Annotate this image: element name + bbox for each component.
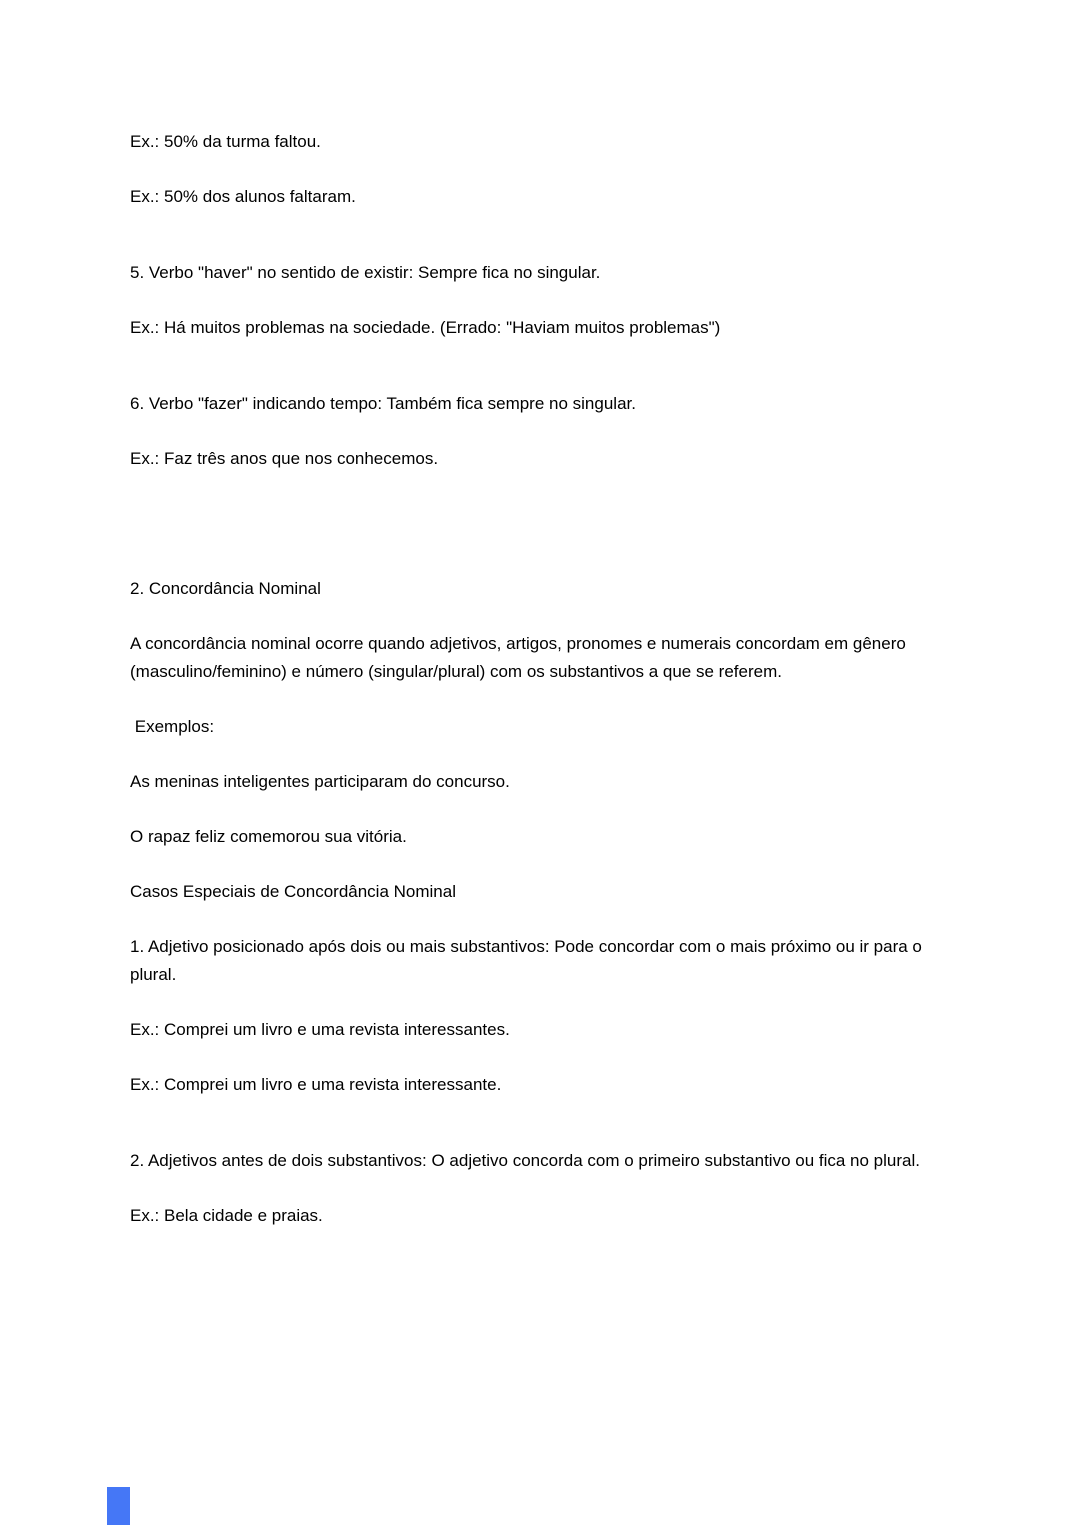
- doc-paragraph: As meninas inteligentes participaram do concurso.: [130, 772, 510, 791]
- doc-paragraph: 2. Concordância Nominal: [130, 579, 321, 598]
- doc-paragraph: Ex.: Há muitos problemas na sociedade. (Errado: "Haviam muitos problemas"): [130, 318, 721, 337]
- doc-paragraph: 5. Verbo "haver" no sentido de existir: Sempre fica no singular.: [130, 263, 601, 282]
- doc-paragraph: Ex.: Faz três anos que nos conhecemos.: [130, 449, 439, 468]
- doc-paragraph: 6. Verbo "fazer" indicando tempo: Também fica sempre no singular.: [130, 394, 636, 413]
- doc-paragraph: O rapaz feliz comemorou sua vitória.: [130, 827, 407, 846]
- doc-paragraph: Ex.: Comprei um livro e uma revista interessante.: [130, 1075, 502, 1094]
- doc-paragraph: A concordância nominal ocorre quando adjetivos, artigos, pronomes e numerais concordam em gênero (masculino/feminino) e número (singular/plural) com os substantivos a que se referem.: [130, 634, 911, 681]
- blue-corner-marker: [107, 1487, 130, 1525]
- doc-paragraph: Ex.: 50% da turma faltou.: [130, 132, 321, 151]
- doc-paragraph: Exemplos:: [130, 717, 215, 736]
- doc-paragraph: Casos Especiais de Concordância Nominal: [130, 882, 456, 901]
- doc-paragraph: Ex.: Comprei um livro e uma revista interessantes.: [130, 1020, 510, 1039]
- doc-paragraph: Ex.: 50% dos alunos faltaram.: [130, 187, 356, 206]
- doc-paragraph: 2. Adjetivos antes de dois substantivos: O adjetivo concorda com o primeiro substantivo ou fica no plural.: [130, 1151, 920, 1170]
- doc-paragraph: 1. Adjetivo posicionado após dois ou mais substantivos: Pode concordar com o mais próximo ou ir para o plural.: [130, 937, 927, 984]
- doc-paragraph: Ex.: Bela cidade e praias.: [130, 1206, 323, 1225]
